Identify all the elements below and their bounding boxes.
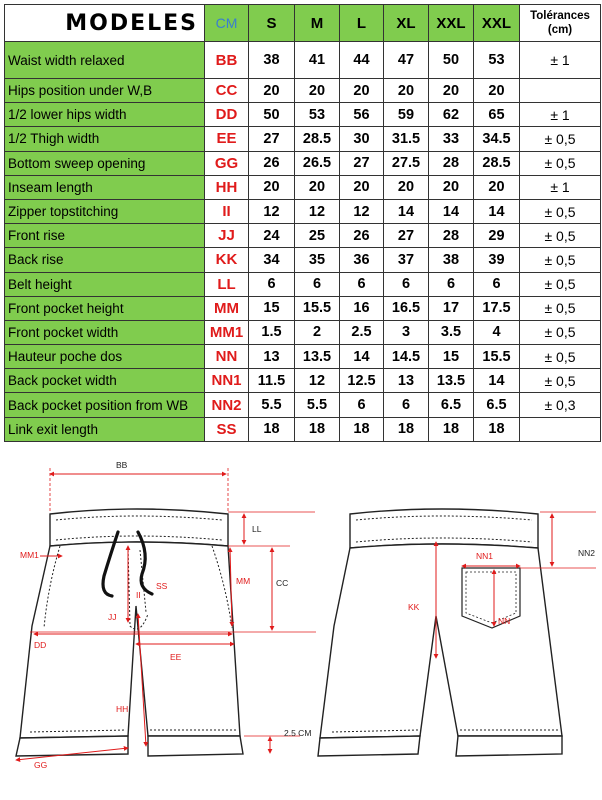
- size-value: 12: [340, 199, 384, 223]
- measurement-code: HH: [205, 175, 249, 199]
- size-value: 47: [384, 42, 429, 79]
- table-row: [5, 417, 601, 441]
- size-value: 18: [249, 417, 295, 441]
- table-row: [5, 127, 601, 151]
- back-shorts-outline: [318, 509, 562, 756]
- table-body: [5, 42, 601, 442]
- size-value: 24: [249, 224, 295, 248]
- size-value: 53: [295, 103, 340, 127]
- tolerance-value: ± 0,5: [520, 151, 601, 175]
- table-row: [5, 296, 601, 320]
- size-header: XXL: [474, 5, 520, 42]
- nn2-label: NN2: [578, 548, 596, 558]
- shorts-technical-drawing: [0, 446, 602, 800]
- cc-label: CC: [276, 578, 289, 588]
- size-header: L: [340, 5, 384, 42]
- measurement-label: Front pocket width: [5, 320, 205, 344]
- measurement-code: II: [205, 199, 249, 223]
- size-value: 15: [249, 296, 295, 320]
- mm-label: MM: [236, 576, 251, 586]
- size-value: 34: [249, 248, 295, 272]
- measurement-code: BB: [205, 42, 249, 79]
- size-value: 12.5: [340, 369, 384, 393]
- size-value: 28: [429, 224, 474, 248]
- measurement-code: JJ: [205, 224, 249, 248]
- size-value: 14.5: [384, 345, 429, 369]
- size-value: 44: [340, 42, 384, 79]
- tolerance-value: ± 0,5: [520, 369, 601, 393]
- table-row: [5, 345, 601, 369]
- measurement-code: NN1: [205, 369, 249, 393]
- size-value: 20: [295, 79, 340, 103]
- ee-label: EE: [170, 652, 182, 662]
- size-value: 15.5: [474, 345, 520, 369]
- back-pocket: [462, 568, 520, 628]
- size-value: 18: [295, 417, 340, 441]
- size-value: 20: [429, 79, 474, 103]
- size-value: 38: [249, 42, 295, 79]
- table-row: [5, 393, 601, 417]
- size-value: 12: [295, 369, 340, 393]
- measurement-code: EE: [205, 127, 249, 151]
- size-value: 14: [384, 199, 429, 223]
- back-view: [318, 509, 596, 756]
- ii-label: II: [136, 590, 141, 600]
- size-value: 20: [474, 79, 520, 103]
- size-value: 17.5: [474, 296, 520, 320]
- size-value: 6: [249, 272, 295, 296]
- size-value: 12: [249, 199, 295, 223]
- tolerance-value: ± 0,5: [520, 320, 601, 344]
- size-value: 6: [429, 272, 474, 296]
- measurement-label: Front pocket height: [5, 296, 205, 320]
- size-value: 6: [295, 272, 340, 296]
- size-value: 16.5: [384, 296, 429, 320]
- size-value: 31.5: [384, 127, 429, 151]
- size-value: 6.5: [474, 393, 520, 417]
- table-row: [5, 42, 601, 79]
- size-value: 18: [429, 417, 474, 441]
- size-value: 20: [249, 79, 295, 103]
- size-value: 13: [249, 345, 295, 369]
- measurement-code: LL: [205, 272, 249, 296]
- unit-header: CM: [205, 5, 249, 42]
- measurement-label: Back rise: [5, 248, 205, 272]
- size-value: 12: [295, 199, 340, 223]
- tolerance-value: [520, 417, 601, 441]
- measurement-code: DD: [205, 103, 249, 127]
- measurement-label: Zipper topstitching: [5, 199, 205, 223]
- size-value: 25: [295, 224, 340, 248]
- tolerance-value: ± 0,5: [520, 296, 601, 320]
- measurement-code: MM: [205, 296, 249, 320]
- size-value: 18: [474, 417, 520, 441]
- size-header: M: [295, 5, 340, 42]
- tolerance-value: ± 0,5: [520, 272, 601, 296]
- size-value: 65: [474, 103, 520, 127]
- kk-label: KK: [408, 602, 420, 612]
- measurement-code: KK: [205, 248, 249, 272]
- size-value: 15: [429, 345, 474, 369]
- tolerance-value: [520, 79, 601, 103]
- hh-label: HH: [116, 704, 129, 714]
- size-value: 18: [384, 417, 429, 441]
- size-value: 53: [474, 42, 520, 79]
- size-value: 26.5: [295, 151, 340, 175]
- measurement-label: Hips position under W,B: [5, 79, 205, 103]
- measurement-label: Back pocket width: [5, 369, 205, 393]
- measurement-label: Link exit length: [5, 417, 205, 441]
- size-value: 3.5: [429, 320, 474, 344]
- size-value: 14: [429, 199, 474, 223]
- size-value: 27.5: [384, 151, 429, 175]
- header-row: [5, 5, 601, 42]
- table-row: [5, 320, 601, 344]
- size-value: 29: [474, 224, 520, 248]
- size-value: 5.5: [249, 393, 295, 417]
- size-value: 33: [429, 127, 474, 151]
- size-value: 26: [249, 151, 295, 175]
- size-value: 50: [249, 103, 295, 127]
- size-value: 38: [429, 248, 474, 272]
- measurement-label: 1/2 Thigh width: [5, 127, 205, 151]
- tolerance-value: ± 0,5: [520, 199, 601, 223]
- front-view: [16, 460, 316, 770]
- table-row: [5, 199, 601, 223]
- measurement-code: NN: [205, 345, 249, 369]
- size-value: 28.5: [295, 127, 340, 151]
- tolerance-value: ± 0,5: [520, 127, 601, 151]
- size-value: 20: [340, 175, 384, 199]
- size-value: 1.5: [249, 320, 295, 344]
- table-row: [5, 103, 601, 127]
- size-value: 41: [295, 42, 340, 79]
- size-value: 14: [474, 369, 520, 393]
- ll-label: LL: [252, 524, 262, 534]
- size-value: 6: [474, 272, 520, 296]
- size-value: 14: [474, 199, 520, 223]
- tolerance-value: ± 0,5: [520, 345, 601, 369]
- tolerance-value: ± 0,5: [520, 248, 601, 272]
- measurement-code: MM1: [205, 320, 249, 344]
- size-value: 14: [340, 345, 384, 369]
- size-value: 20: [295, 175, 340, 199]
- nn1-label: NN1: [476, 551, 494, 561]
- measurement-code: NN2: [205, 393, 249, 417]
- size-header: XXL: [429, 5, 474, 42]
- size-value: 34.5: [474, 127, 520, 151]
- table-row: [5, 272, 601, 296]
- size-value: 20: [249, 175, 295, 199]
- size-value: 39: [474, 248, 520, 272]
- ss-label: SS: [156, 581, 168, 591]
- measurement-label: Bottom sweep opening: [5, 151, 205, 175]
- size-value: 20: [429, 175, 474, 199]
- size-value: 6: [340, 272, 384, 296]
- table-row: [5, 175, 601, 199]
- size-value: 36: [340, 248, 384, 272]
- measurement-label: Belt height: [5, 272, 205, 296]
- size-value: 3: [384, 320, 429, 344]
- size-value: 17: [429, 296, 474, 320]
- size-value: 6.5: [429, 393, 474, 417]
- size-value: 27: [384, 224, 429, 248]
- size-value: 26: [340, 224, 384, 248]
- measurement-label: Inseam length: [5, 175, 205, 199]
- table-row: [5, 248, 601, 272]
- measurement-label: Front rise: [5, 224, 205, 248]
- measurement-label: Waist width relaxed: [5, 42, 205, 79]
- size-value: 27: [249, 127, 295, 151]
- measurement-label: 1/2 lower hips width: [5, 103, 205, 127]
- size-value: 30: [340, 127, 384, 151]
- size-value: 62: [429, 103, 474, 127]
- size-header: S: [249, 5, 295, 42]
- cuff-label: 2.5 CM: [284, 728, 312, 738]
- dd-label: DD: [34, 640, 47, 650]
- size-value: 28.5: [474, 151, 520, 175]
- size-value: 27: [340, 151, 384, 175]
- size-value: 2: [295, 320, 340, 344]
- size-value: 6: [384, 272, 429, 296]
- size-value: 13.5: [295, 345, 340, 369]
- size-value: 59: [384, 103, 429, 127]
- gg-label: GG: [34, 760, 48, 770]
- size-value: 15.5: [295, 296, 340, 320]
- tolerance-value: ± 0,5: [520, 224, 601, 248]
- tolerance-value: ± 1: [520, 42, 601, 79]
- tolerance-value: ± 0,3: [520, 393, 601, 417]
- size-value: 4: [474, 320, 520, 344]
- table-row: [5, 79, 601, 103]
- table-row: [5, 224, 601, 248]
- tolerance-header: Tolérances (cm): [520, 5, 601, 42]
- measurement-code: GG: [205, 151, 249, 175]
- mm1-label: MM1: [20, 550, 39, 560]
- size-value: 20: [474, 175, 520, 199]
- size-value: 5.5: [295, 393, 340, 417]
- measurement-label: Back pocket position from WB: [5, 393, 205, 417]
- size-value: 6: [384, 393, 429, 417]
- size-value: 20: [384, 175, 429, 199]
- size-value: 13.5: [429, 369, 474, 393]
- table-row: [5, 369, 601, 393]
- size-value: 18: [340, 417, 384, 441]
- size-value: 2.5: [340, 320, 384, 344]
- size-value: 6: [340, 393, 384, 417]
- size-value: 20: [384, 79, 429, 103]
- size-value: 20: [340, 79, 384, 103]
- measurement-code: SS: [205, 417, 249, 441]
- size-header: XL: [384, 5, 429, 42]
- size-chart-table: [4, 4, 601, 442]
- nn-label: NN: [498, 616, 511, 626]
- table-title: MODELES: [5, 5, 205, 42]
- front-shorts-outline: [16, 509, 243, 756]
- bb-label: BB: [116, 460, 128, 470]
- tolerance-value: ± 1: [520, 103, 601, 127]
- table-row: [5, 151, 601, 175]
- size-value: 35: [295, 248, 340, 272]
- size-value: 50: [429, 42, 474, 79]
- size-value: 28: [429, 151, 474, 175]
- tolerance-value: ± 1: [520, 175, 601, 199]
- size-value: 13: [384, 369, 429, 393]
- size-value: 11.5: [249, 369, 295, 393]
- measurement-label: Hauteur poche dos: [5, 345, 205, 369]
- size-value: 37: [384, 248, 429, 272]
- size-value: 56: [340, 103, 384, 127]
- measurement-code: CC: [205, 79, 249, 103]
- jj-label: JJ: [108, 612, 117, 622]
- size-value: 16: [340, 296, 384, 320]
